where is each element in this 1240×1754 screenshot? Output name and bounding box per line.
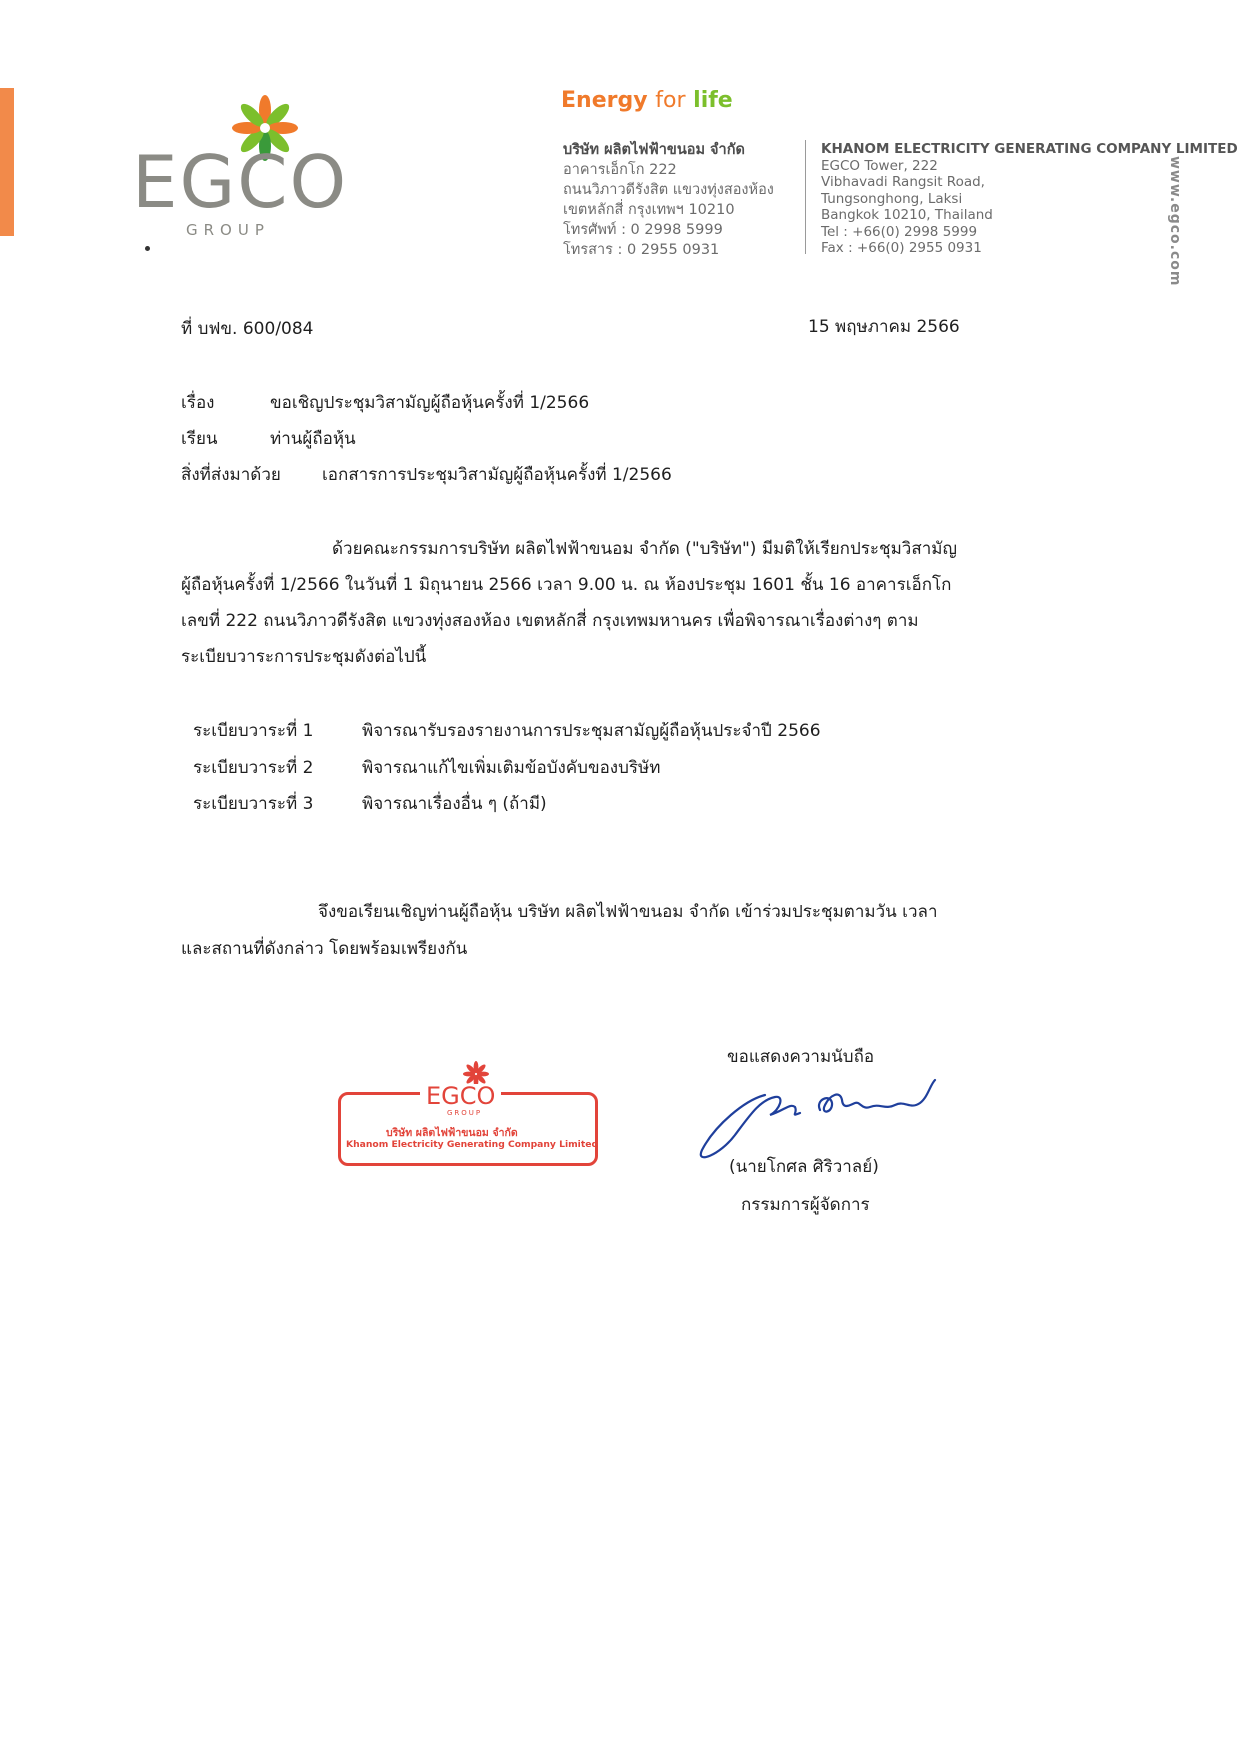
address-thai	[563, 140, 774, 260]
subject-text: ขอเชิญประชุมวิสามัญผู้ถือหุ้นครั้งที่ 1/2566	[270, 393, 590, 413]
address-th-phone: โทรศัพท์ : 0 2998 5999	[563, 222, 723, 238]
agenda-text-1: พิจารณารับรองรายงานการประชุมสามัญผู้ถือหุ้นประจำปี 2566	[362, 721, 821, 741]
side-accent-bar	[0, 88, 14, 236]
tagline-life: life	[693, 88, 733, 113]
agenda-text-3: พิจารณาเรื่องอื่น ๆ (ถ้ามี)	[362, 794, 547, 814]
recipient-text: ท่านผู้ถือหุ้น	[270, 429, 356, 449]
body-line-3: เลขที่ 222 ถนนวิภาวดีรังสิต แขวงทุ่งสองห้อง เขตหลักสี่ กรุงเทพมหานคร เพื่อพิจารณาเรื่องต่างๆ ตาม	[181, 611, 919, 631]
stamp-company-thai: บริษัท ผลิตไฟฟ้าขนอม จำกัด	[386, 1127, 518, 1139]
body-line-4: ระเบียบวาระการประชุมดังต่อไปนี้	[181, 647, 427, 667]
address-en-line4: Bangkok 10210, Thailand	[821, 207, 993, 223]
address-en-line3: Tungsonghong, Laksi	[821, 190, 963, 207]
signatory-name: (นายโกศล ศิริวาลย์)	[729, 1157, 879, 1177]
address-en-line1: EGCO Tower, 222	[821, 157, 938, 174]
address-th-line1: อาคารเอ็กโก 222	[563, 162, 677, 178]
egco-logo-subtext: GROUP	[186, 221, 270, 239]
address-th-line2: ถนนวิภาวดีรังสิต แขวงทุ่งสองห้อง	[563, 182, 774, 198]
subject-label: เรื่อง	[181, 393, 215, 413]
body-line-2: ผู้ถือหุ้นครั้งที่ 1/2566 ในวันที่ 1 มิถุนายน 2566 เวลา 9.00 น. ณ ห้องประชุม 1601 ชั้น 16 อาคารเอ็กโก	[181, 575, 952, 595]
tagline-energy: Energy	[561, 88, 648, 113]
signature-image	[690, 1055, 940, 1165]
address-th-fax: โทรสาร : 0 2955 0931	[563, 242, 720, 258]
tagline-for: for	[655, 88, 686, 113]
recipient-label: เรียน	[181, 429, 218, 449]
body-line-1: ด้วยคณะกรรมการบริษัท ผลิตไฟฟ้าขนอม จำกัด ("บริษัท") มีมติให้เรียกประชุมวิสามัญ	[332, 539, 957, 559]
address-en-line2: Vibhavadi Rangsit Road,	[821, 174, 985, 190]
reference-number: ที่ บฟข. 600/084	[181, 319, 314, 339]
closing-line-1: จึงขอเรียนเชิญท่านผู้ถือหุ้น บริษัท ผลิตไฟฟ้าขนอม จำกัด เข้าร่วมประชุมตามวัน เวลา	[318, 902, 938, 922]
tagline	[561, 88, 733, 113]
website-url[interactable]: www.egco.com	[1167, 156, 1183, 287]
enclosure-text: เอกสารการประชุมวิสามัญผู้ถือหุ้นครั้งที่ 1/2566	[322, 465, 672, 485]
agenda-label-3: ระเบียบวาระที่ 3	[193, 794, 314, 814]
enclosure-label: สิ่งที่ส่งมาด้วย	[181, 465, 281, 485]
decorative-dot	[145, 246, 150, 251]
address-en-fax: Fax : +66(0) 2955 0931	[821, 240, 982, 256]
agenda-text-2: พิจารณาแก้ไขเพิ่มเติมข้อบังคับของบริษัท	[362, 758, 661, 778]
egco-logo-text: EGCO	[132, 140, 349, 224]
regards-text: ขอแสดงความนับถือ	[727, 1047, 875, 1067]
stamp-group-text: GROUP	[447, 1109, 483, 1117]
closing-line-2: และสถานที่ดังกล่าว โดยพร้อมเพรียงกัน	[181, 939, 468, 959]
address-divider	[805, 140, 806, 254]
address-th-company: บริษัท ผลิตไฟฟ้าขนอม จำกัด	[563, 142, 745, 158]
address-th-line3: เขตหลักสี่ กรุงเทพฯ 10210	[563, 202, 735, 218]
letter-date: 15 พฤษภาคม 2566	[808, 317, 960, 337]
stamp-logo-text: EGCO	[420, 1084, 501, 1108]
signatory-position: กรรมการผู้จัดการ	[741, 1195, 870, 1215]
address-en-phone: Tel : +66(0) 2998 5999	[821, 223, 978, 240]
address-en-company: KHANOM ELECTRICITY GENERATING COMPANY LIMITED	[821, 141, 1238, 157]
stamp-company-english: Khanom Electricity Generating Company Limited	[346, 1139, 599, 1150]
agenda-label-2: ระเบียบวาระที่ 2	[193, 758, 314, 778]
agenda-label-1: ระเบียบวาระที่ 1	[193, 721, 314, 741]
